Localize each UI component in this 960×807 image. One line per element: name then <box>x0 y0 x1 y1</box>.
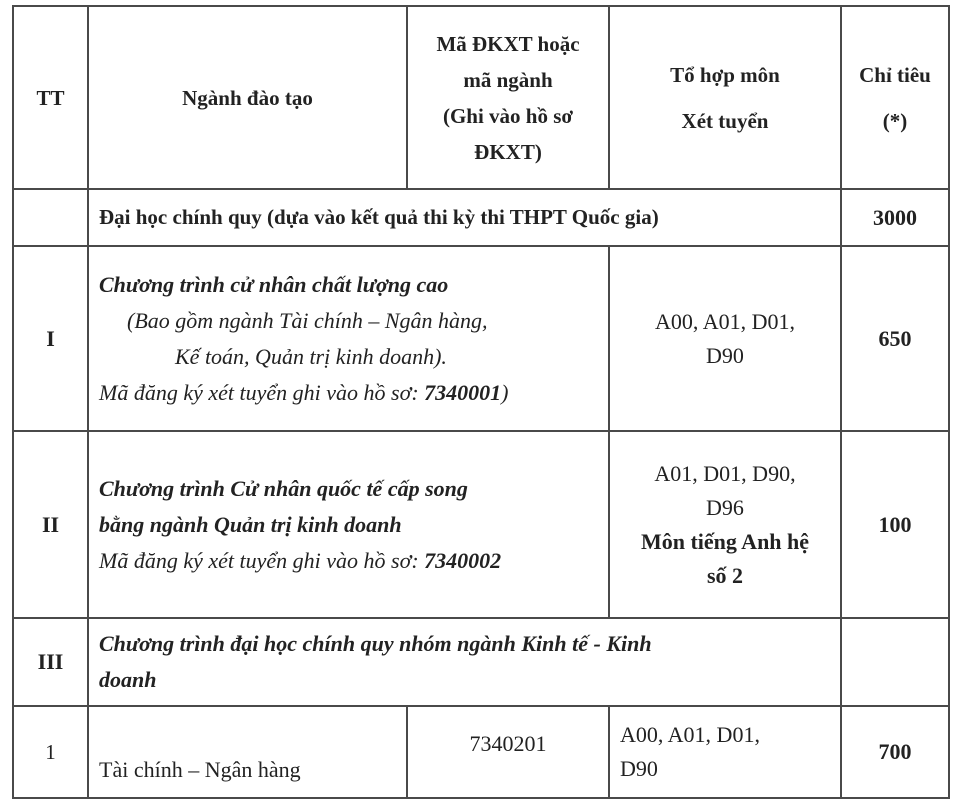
row-ii-subjects <box>609 431 841 618</box>
header-ma-line1: Mã ĐKXT hoặc <box>436 31 580 56</box>
row-ii-reg-code: 7340002 <box>424 547 502 573</box>
row-ii-note1: Môn tiếng Anh hệ <box>640 528 810 554</box>
row-ii-tt: II <box>13 431 88 618</box>
row-iii-title1: Chương trình đại học chính quy nhóm ngành Kinh tế - Kinh <box>99 631 652 656</box>
row-1-code: 7340201 <box>407 706 609 798</box>
header-ma-line3: (Ghi vào hồ sơ <box>442 103 574 128</box>
row-ii-subjects-line2: D96 <box>706 494 744 520</box>
row-i-quota: 650 <box>841 246 949 431</box>
row-i-reg-code: 7340001 <box>424 379 502 405</box>
header-nganh: Ngành đào tạo <box>88 6 407 189</box>
row-iii-quota <box>841 618 949 706</box>
row-1-name: Tài chính – Ngân hàng <box>88 706 407 798</box>
row-i-subjects-line1: A00, A01, D01, <box>655 308 795 334</box>
header-ma-line2: mã ngành <box>463 67 553 92</box>
row-i-reg-prefix: Mã đăng ký xét tuyển ghi vào hồ sơ: <box>99 379 425 405</box>
table-row <box>13 246 949 431</box>
table-row <box>13 706 949 798</box>
row-1-subjects-line1: A00, A01, D01, <box>620 722 760 747</box>
header-tt: TT <box>13 6 88 189</box>
row-i-detail2: Kế toán, Quản trị kinh doanh). <box>175 343 447 369</box>
row-ii-title2: bằng ngành Quản trị kinh doanh <box>99 511 402 537</box>
row-ii-program <box>88 431 609 618</box>
header-row <box>13 6 949 189</box>
row-ii-reg-prefix: Mã đăng ký xét tuyển ghi vào hồ sơ: <box>99 547 425 573</box>
header-tohop <box>609 6 841 189</box>
row-iii-tt: III <box>13 618 88 706</box>
header-tohop-line2: Xét tuyển <box>681 108 769 133</box>
table-row <box>13 618 949 706</box>
row-i-reg-suffix: ) <box>501 379 509 405</box>
row-i-subjects <box>609 246 841 431</box>
header-tohop-line1: Tổ hợp môn <box>670 62 780 87</box>
admission-table <box>12 5 950 799</box>
summary-row <box>13 189 949 246</box>
summary-label: Đại học chính quy (dựa vào kết quả thi kỳ thi THPT Quốc gia) <box>88 189 841 246</box>
row-i-subjects-line2: D90 <box>706 342 744 368</box>
summary-tt <box>13 189 88 246</box>
row-i-detail1: (Bao gồm ngành Tài chính – Ngân hàng, <box>127 307 488 333</box>
header-chitieu-line2: (*) <box>882 108 908 133</box>
row-ii-quota: 100 <box>841 431 949 618</box>
row-1-tt: 1 <box>13 706 88 798</box>
header-ma-line4: ĐKXT) <box>474 139 542 164</box>
row-ii-note2: số 2 <box>706 562 744 588</box>
row-i-title: Chương trình cử nhân chất lượng cao <box>99 271 449 297</box>
header-chitieu-line1: Chỉ tiêu <box>859 62 931 87</box>
row-iii-title2: doanh <box>99 667 157 692</box>
row-ii-reg <box>99 543 608 579</box>
row-iii-program <box>88 618 841 706</box>
row-i-program <box>88 246 609 431</box>
row-i-reg <box>99 375 608 411</box>
table-row <box>13 431 949 618</box>
summary-quota: 3000 <box>841 189 949 246</box>
row-1-subjects <box>609 706 841 798</box>
row-ii-title1: Chương trình Cử nhân quốc tế cấp song <box>99 475 468 501</box>
row-ii-subjects-line1: A01, D01, D90, <box>654 460 796 486</box>
row-1-subjects-line2: D90 <box>620 756 658 781</box>
row-1-quota: 700 <box>841 706 949 798</box>
header-chitieu <box>841 6 949 189</box>
header-ma <box>407 6 609 189</box>
row-i-tt: I <box>13 246 88 431</box>
